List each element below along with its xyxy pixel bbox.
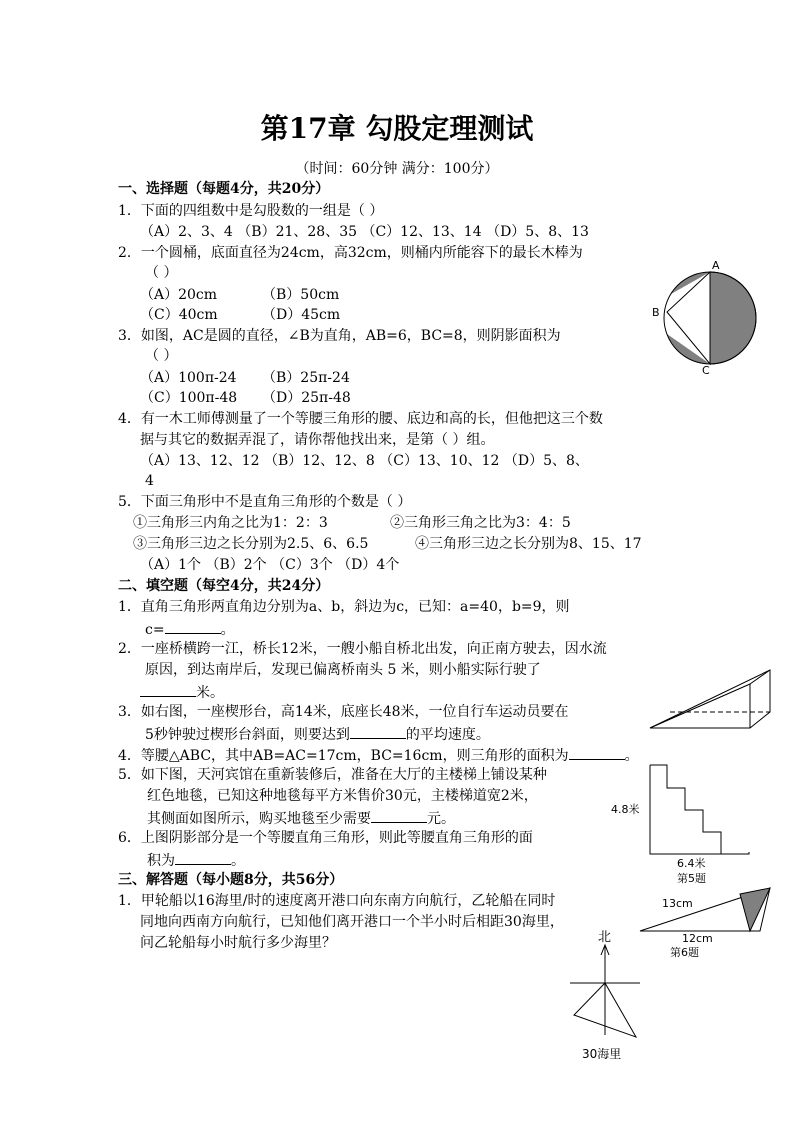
staircase-width-label: 6.4米: [677, 857, 706, 870]
section3-heading: 三、解答题（每小题8分，共56分）: [118, 872, 344, 888]
s1-q3-paren: （ ）: [145, 348, 178, 364]
s2-q5-suffix: 元。: [427, 811, 455, 827]
s1-q3-stem: 3．如图，AC是圆的直径，∠B为直角，AB=6，BC=8，则阴影面积为: [118, 328, 561, 344]
s1-q3-opt-a: （A）100π-24: [140, 370, 237, 386]
s2-q6-line2: [147, 850, 245, 870]
s2-q5-line3: [147, 808, 455, 828]
s2-q6-prefix: 积为: [147, 853, 175, 869]
s2-q3-line2: [145, 724, 490, 744]
s1-q4-stem-1: 4．有一木工师傅测量了一个等腰三角形的腰、底边和高的长，但他把这三个数: [118, 411, 603, 427]
s1-q5-stem: 5．下面三角形中不是直角三角形的个数是（ ）: [118, 494, 412, 510]
wedge-slope-edge: [650, 684, 750, 728]
s1-q3-opt-d: （D）25π-48: [262, 390, 351, 406]
triangle6-caption: 第6题: [670, 946, 699, 959]
s2-q2-line3: [140, 682, 224, 702]
s3-q1-line3: 问乙轮船每小时航行多少海里？: [140, 935, 336, 951]
s2-q1-line2: [145, 619, 235, 639]
label-a: A: [712, 259, 720, 272]
s1-q1-stem: 1．下面的四组数中是勾股数的一组是（ ）: [118, 203, 384, 219]
s2-q2-line2: 原因，到达南岸后，发现已偏离桥南头 5 米，则小船实际行驶了: [145, 662, 541, 678]
s2-q5-line2: 红色地毯，已知这种地毯每平方米售价30元，主楼梯道宽2米，: [147, 788, 538, 804]
staircase-height-label: 4.8米: [611, 803, 640, 816]
triangle6-hyp-label: 13cm: [662, 897, 693, 910]
staircase-figure: [605, 760, 755, 885]
s2-q6-suffix: 。: [231, 853, 245, 869]
s2-q3-suffix: 的平均速度。: [405, 727, 490, 743]
wedge-outline: [650, 670, 770, 728]
s2-q3-line1: 3．如右图，一座楔形台，高14米，底座长48米，一位自行车运动员要在: [118, 704, 569, 720]
s1-q2-opt-c: （C）40cm: [140, 307, 218, 323]
s2-q5-line1: 5．如下图，天河宾馆在重新装修后，准备在大厅的主楼梯上铺设某种: [118, 767, 547, 783]
s2-q2-answer-blank[interactable]: [140, 682, 196, 697]
north-label: 北: [598, 930, 612, 945]
s1-q5-options: （A）1个 （B）2个 （C）3个 （D）4个: [140, 557, 400, 573]
circle-figure: [650, 260, 760, 375]
s1-q5-c3: ③三角形三边之长分别为2.5、6、6.5: [133, 536, 369, 552]
staircase-caption: 第5题: [677, 872, 706, 885]
s2-q5-answer-blank[interactable]: [371, 808, 427, 823]
page-title: 第17章 勾股定理测试: [260, 112, 534, 145]
section1-heading: 一、选择题（每题4分，共20分）: [118, 181, 330, 197]
s1-q2-opt-a: （A）20cm: [140, 287, 218, 303]
s2-q4-line1: [118, 745, 639, 765]
label-b: B: [652, 306, 660, 319]
section2-heading: 二、填空题（每空4分，共24分）: [118, 578, 330, 594]
s2-q4-answer-blank[interactable]: [569, 745, 625, 760]
s1-q2-opt-d: （D）45cm: [262, 307, 341, 323]
s2-q3-prefix: 5秒钟驶过楔形台斜面，则要达到: [145, 727, 350, 743]
s1-q3-opt-c: （C）100π-48: [140, 390, 238, 406]
s1-q4-options: （A）13、12、12 （B）12、12、8 （C）13、10、12 （D）5、8、: [140, 453, 589, 469]
label-c: C: [702, 364, 710, 377]
triangle6-base-label: 12cm: [682, 932, 713, 945]
s1-q2-stem: 2．一个圆桶，底面直径为24cm，高32cm，则桶内所能容下的最长木棒为: [118, 245, 583, 261]
s2-q2-line1: 2．一座桥横跨一江，桥长12米，一艘小船自桥北出发，向正南方驶去，因水流: [118, 641, 607, 657]
wedge-figure: [650, 670, 770, 735]
s1-q2-paren: （ ）: [145, 265, 178, 281]
s1-q1-options: （A）2、3、4 （B）21、28、35 （C）12、13、14 （D）5、8、13: [140, 224, 589, 240]
distance-label: 30海里: [582, 1047, 622, 1061]
s2-q1-answer-blank[interactable]: [165, 619, 221, 634]
s2-q1-prefix: c=: [145, 622, 165, 638]
staircase-steps: [650, 765, 749, 854]
s2-q4-suffix: 。: [624, 748, 639, 764]
circle-shaded-half: [710, 272, 756, 364]
s1-q4-stem-2: 据与其它的数据弄混了，请你帮他找出来，是第（ ）组。: [140, 432, 495, 448]
s1-q2-opt-b: （B）50cm: [262, 287, 340, 303]
s2-q6-answer-blank[interactable]: [175, 850, 231, 865]
s1-q3-opt-b: （B）25π-24: [262, 370, 350, 386]
s1-q5-c4: ④三角形三边之长分别为8、15、17: [415, 536, 642, 552]
s3-q1-line2: 同地向西南方向航行，已知他们离开港口一个半小时后相距30海里，: [140, 914, 564, 930]
compass-figure: [560, 925, 670, 1065]
s2-q4-prefix: 4．等腰△ABC，其中AB=AC=17cm，BC=16cm，则三角形的面积为: [118, 748, 569, 764]
s2-q1-suffix: 。: [220, 622, 235, 638]
page-subtitle: （时间：60分钟 满分：100分）: [295, 161, 499, 177]
s2-q2-suffix: 米。: [196, 685, 224, 701]
s2-q3-answer-blank[interactable]: [350, 724, 406, 739]
s2-q5-prefix: 其侧面如图所示，购买地毯至少需要: [147, 811, 371, 827]
wedge-top-edge: [750, 670, 770, 684]
s1-q5-c2: ②三角形三角之比为3：4：5: [390, 515, 571, 531]
s2-q1-line1: 1．直角三角形两直角边分别为a、b，斜边为c，已知：a=40，b=9，则: [118, 599, 570, 615]
s1-q4-options-wrap: 4: [145, 473, 154, 489]
s1-q5-c1: ①三角形三内角之比为1：2：3: [133, 515, 328, 531]
s3-q1-line1: 1．甲轮船以16海里/时的速度离开港口向东南方向航行，乙轮船在同时: [118, 893, 556, 909]
s2-q6-line1: 6．上图阴影部分是一个等腰直角三角形，则此等腰直角三角形的面: [118, 830, 533, 846]
